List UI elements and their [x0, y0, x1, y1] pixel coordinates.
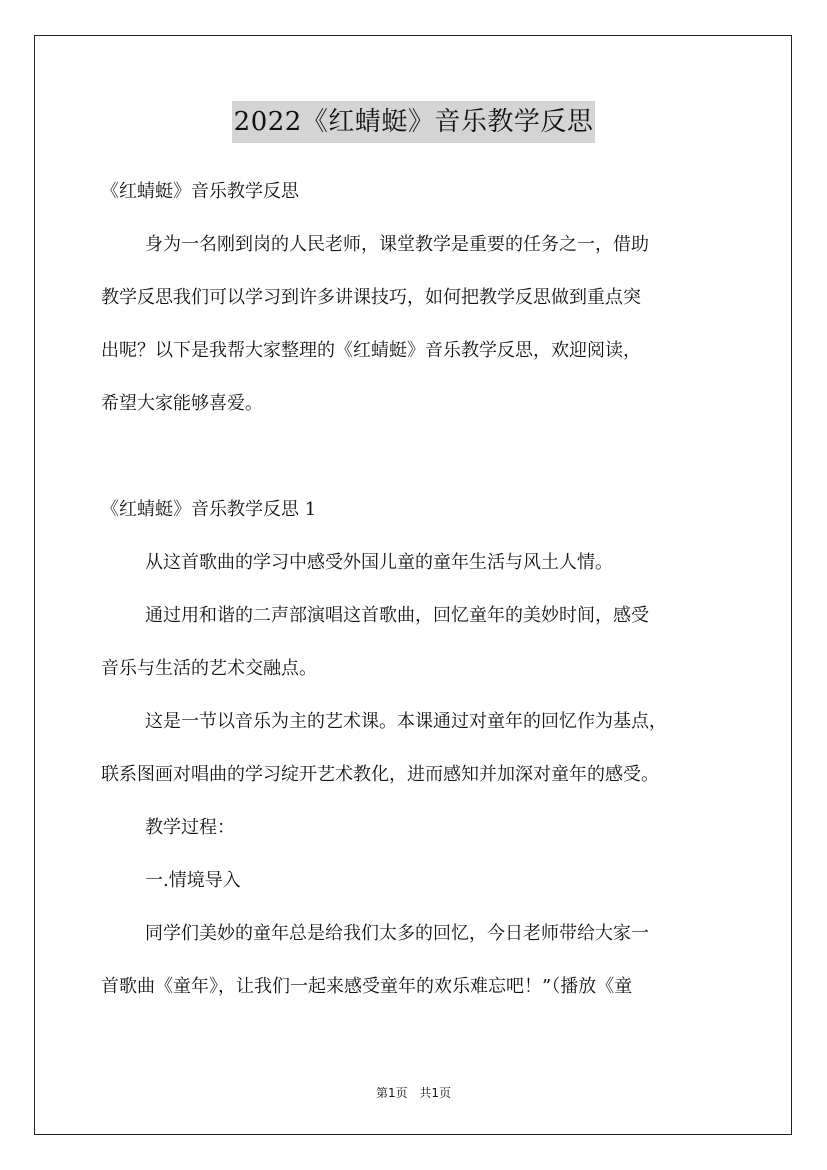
paragraph-line: 《红蜻蜓》音乐教学反思 [101, 181, 299, 202]
paragraph-line: 这是一节以音乐为主的艺术课。本课通过对童年的回忆作为基点， [145, 711, 667, 732]
paragraph-line: 《红蜻蜓》音乐教学反思 1 [101, 499, 317, 520]
paragraph-line: 希望大家能够喜爱。 [101, 393, 263, 414]
paragraph-line: 教学过程： [145, 817, 235, 838]
page-footer [0, 1084, 827, 1101]
blank-line [101, 430, 741, 483]
page-number-total: 共1页 [419, 1086, 452, 1100]
paragraph-line: 身为一名刚到岗的人民老师，课堂教学是重要的任务之一，借助 [145, 234, 649, 255]
paragraph-line: 从这首歌曲的学习中感受外国儿童的童年生活与风土人情。 [145, 552, 613, 573]
paragraph-line: 教学反思我们可以学习到许多讲课技巧，如何把教学反思做到重点突 [101, 287, 641, 308]
document-body [101, 165, 741, 1013]
document-title: 2022《红蜻蜓》音乐教学反思 [232, 101, 596, 143]
paragraph-line: 音乐与生活的艺术交融点。 [101, 658, 317, 679]
page-number-current: 第1页 [375, 1086, 408, 1100]
paragraph-line: 通过用和谐的二声部演唱这首歌曲，回忆童年的美妙时间，感受 [145, 605, 649, 626]
title-container [0, 101, 827, 143]
paragraph-line: 联系图画对唱曲的学习绽开艺术教化，进而感知并加深对童年的感受。 [101, 764, 659, 785]
paragraph-line: 同学们美妙的童年总是给我们太多的回忆，今日老师带给大家一 [145, 923, 649, 944]
paragraph-line: 出呢？以下是我帮大家整理的《红蜻蜓》音乐教学反思，欢迎阅读， [101, 340, 641, 361]
paragraph-line: 首歌曲《童年》，让我们一起来感受童年的欢乐难忘吧！”（播放《童 [101, 976, 633, 997]
paragraph-line: 一.情境导入 [145, 870, 241, 891]
